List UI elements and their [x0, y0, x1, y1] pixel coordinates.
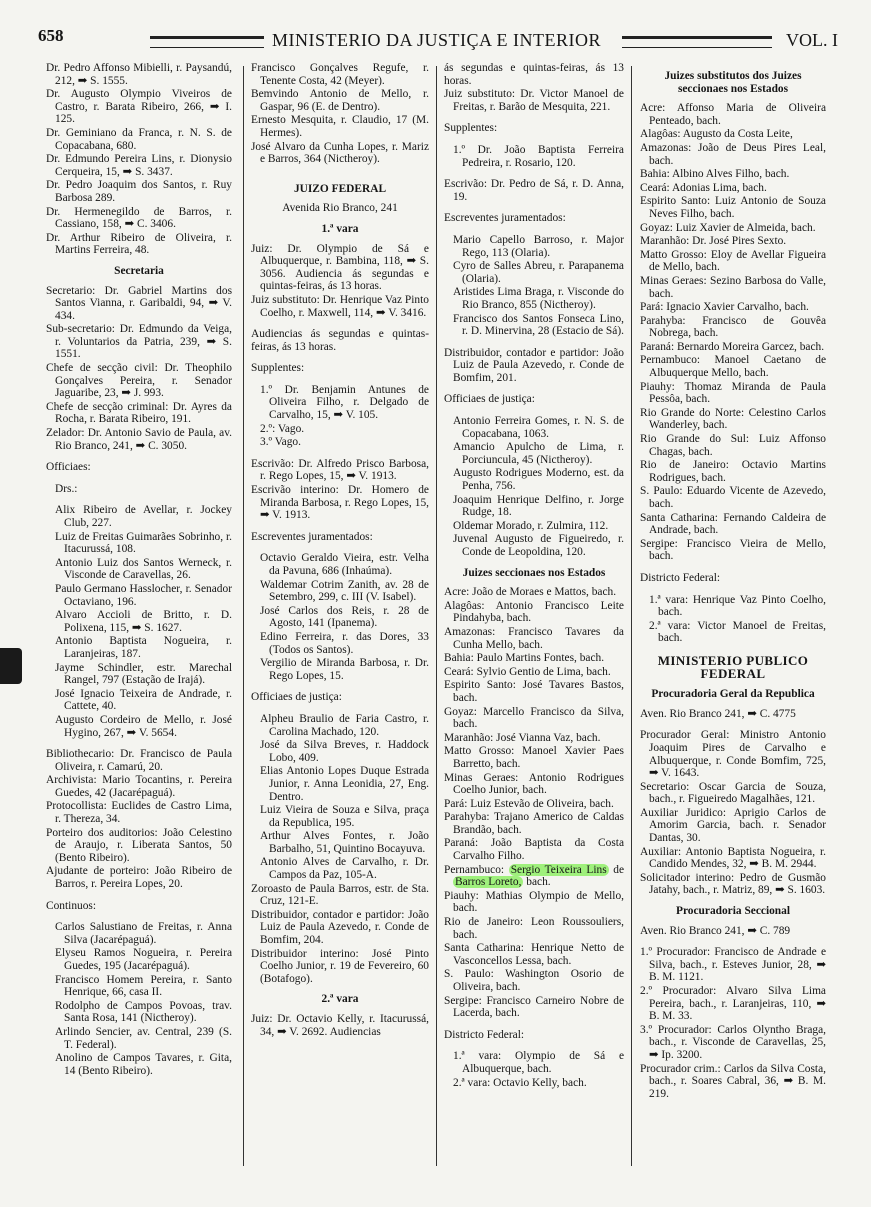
- entry: Rio Grande do Norte: Celestino Carlos Wanderley, bach.: [640, 406, 826, 432]
- list-entry: Cyro de Salles Abreu, r. Parapanema (Olaria).: [453, 260, 624, 285]
- list-entry: Arlindo Sencier, av. Central, 239 (S. T. Federal).: [55, 1025, 232, 1051]
- entry: Sub-secretario: Dr. Edmundo da Veiga, r. Voluntarios da Patria, 239, ➡ S. 1551.: [46, 323, 232, 361]
- list-entry: Elyseu Ramos Nogueira, r. Pereira Guedes, 195 (Jacarépaguá).: [55, 947, 232, 972]
- spacer: [640, 938, 826, 946]
- entry: Juiz: Dr. Olympio de Sá e Albuquerque, r. Bambina, 118, ➡ S. 3056. Audiencia ás segundas e quintas-feiras, ás 13 horas.: [251, 242, 429, 293]
- entry: 1.º Procurador: Francisco de Andrade e Silva, bach., r. Esteves Junior, 28, ➡ B. M. 1121.: [640, 946, 826, 984]
- spacer: [46, 475, 232, 483]
- spacer: [640, 564, 826, 572]
- section-heading: Juizes seccionaes nos Estados: [462, 566, 606, 579]
- page-title: MINISTERIO DA JUSTIÇA E INTERIOR: [272, 30, 601, 50]
- entry: Escrivão: Dr. Pedro de Sá, r. D. Anna, 19.: [444, 178, 624, 203]
- entry: Paraná: Bernardo Moreira Garcez, bach.: [640, 340, 825, 353]
- list-entry: Carlos Salustiano de Freitas, r. Anna Silva (Jacarépaguá).: [55, 921, 232, 946]
- entry: Protocollista: Euclides de Castro Lima, r. Thereza, 34.: [46, 800, 232, 826]
- entry: Ajudante de porteiro: João Ribeiro de Barros, r. Pereira Lopes, 20.: [46, 865, 232, 891]
- list-entry: Luiz Vieira de Souza e Silva, praça da Republica, 195.: [260, 804, 429, 829]
- list-entry: Alix Ribeiro de Avellar, r. Jockey Club, 227.: [55, 504, 232, 529]
- entry: Secretario: Dr. Gabriel Martins dos Santos Vianna, r. Garibaldi, 94, ➡ V. 434.: [46, 284, 232, 322]
- entry: Distribuidor interino: José Pinto Coelho Junior, r. 19 de Fevereiro, 60 (Botafogo).: [251, 947, 429, 985]
- page-header: [38, 20, 838, 50]
- entry: Espirito Santo: José Tavares Bastos, bach.: [444, 679, 624, 704]
- entry: Aven. Rio Branco 241, ➡ C. 789: [640, 924, 791, 937]
- list-entry: 1.ª vara: Henrique Vaz Pinto Coelho, bach.: [649, 593, 826, 619]
- spacer: [444, 204, 624, 212]
- entry: Bahia: Paulo Martins Fontes, bach.: [444, 652, 605, 665]
- section-heading: 1.ª vara: [321, 222, 359, 235]
- entry: Piauhy: Thomaz Miranda de Paula Pessôa, bach.: [640, 380, 826, 406]
- section-heading: Procuradoria Seccional: [676, 905, 790, 918]
- spacer: [46, 740, 232, 748]
- spacer: [444, 1021, 624, 1029]
- subheading: Districto Federal:: [640, 571, 721, 584]
- list-entry: Antonio Baptista Nogueira, r. Laranjeiras, 187.: [55, 635, 232, 660]
- spacer: [444, 226, 624, 234]
- entry: Chefe de secção civil: Dr. Theophilo Gonçalves Pereira, r. Senador Jaguaribe, 23, ➡ J. 993.: [46, 362, 232, 400]
- spacer: [251, 544, 429, 552]
- entry: Porteiro dos auditorios: João Celestino de Araujo, r. Liberata Santos, 50 (Bento Ribeiro).: [46, 826, 232, 864]
- entry: Juiz substituto: Dr. Victor Manoel de Freitas, r. Barão de Mesquita, 221.: [444, 88, 624, 113]
- entry: Acre: Affonso Maria de Oliveira Penteado, bach.: [640, 102, 826, 127]
- subheading: Districto Federal:: [444, 1028, 525, 1041]
- spacer: [640, 586, 826, 594]
- spacer: [444, 170, 624, 178]
- spacer: [251, 354, 429, 362]
- list-entry: Antonio Luiz dos Santos Werneck, r. Visconde de Caravellas, 26.: [55, 556, 232, 582]
- entry: Maranhão: Dr. José Pires Sexto.: [640, 235, 787, 248]
- entry: Dr. Augusto Olympio Viveiros de Castro, r. Barata Ribeiro, 266, ➡ I. 125.: [46, 88, 232, 126]
- entry: Aven. Rio Branco 241, ➡ C. 4775: [640, 707, 796, 720]
- list-entry: Francisco dos Santos Fonseca Lino, r. D. Minervina, 28 (Estacio de Sá).: [453, 312, 624, 338]
- list-entry: Alpheu Braulio de Faria Castro, r. Carolina Machado, 120.: [260, 712, 429, 738]
- spacer: [444, 385, 624, 393]
- entry: Distribuidor, contador e partidor: João Luiz de Paula Azevedo, r. Conde de Bomfim, 204.: [251, 908, 429, 947]
- list-entry: Amancio Apulcho de Lima, r. Porciuncula, 45 (Nictheroy).: [453, 441, 624, 466]
- spacer: [251, 167, 429, 175]
- entry: Acre: João de Moraes e Mattos, bach.: [444, 586, 617, 599]
- spacer: [251, 683, 429, 691]
- entry: Chefe de secção criminal: Dr. Ayres da Rocha, r. Barata Ribeiro, 191.: [46, 400, 232, 426]
- spacer: [444, 339, 624, 347]
- column-1: [46, 62, 232, 1078]
- column-3: [444, 62, 624, 1090]
- list-entry: Antonio Alves de Carvalho, r. Dr. Campos da Paz, 105-A.: [260, 856, 429, 882]
- list-entry: Augusto Rodrigues Moderno, est. da Penha, 756.: [453, 467, 624, 493]
- entry: Dr. Arthur Ribeiro de Oliveira, r. Martins Ferreira, 48.: [46, 231, 232, 257]
- list-entry: José Ignacio Teixeira de Andrade, r. Cattete, 40.: [55, 687, 232, 713]
- subheading: Supplentes:: [251, 362, 305, 375]
- binder-clip: [0, 648, 22, 684]
- entry: Auxiliar: Antonio Baptista Nogueira, r. Candido Mendes, 32, ➡ B. M. 2944.: [640, 845, 826, 871]
- list-entry: Anolino de Campos Tavares, r. Gita, 14 (Bento Ribeiro).: [55, 1052, 232, 1077]
- highlighted-name: Barros Loreto,: [455, 876, 522, 889]
- spacer: [444, 1042, 624, 1050]
- list-entry: 1.ª vara: Olympio de Sá e Albuquerque, bach.: [453, 1050, 624, 1075]
- list-entry: Alvaro Accioli de Britto, r. D. Polixena, 115, ➡ S. 1627.: [55, 609, 232, 634]
- entry-label: Pernambuco:: [444, 863, 509, 876]
- entry: Pará: Ignacio Xavier Carvalho, bach.: [640, 301, 809, 314]
- subheading: Escreventes juramentados:: [444, 212, 566, 225]
- subheading: Supplentes:: [444, 122, 498, 135]
- entry: S. Paulo: Eduardo Vicente de Azevedo, bach.: [640, 485, 826, 510]
- entry: Solicitador interino: Pedro de Gusmão Jatahy, bach., r. Matriz, 89, ➡ S. 1603.: [640, 871, 826, 897]
- spacer: [640, 721, 826, 729]
- entry: Dr. Edmundo Pereira Lins, r. Dionysio Cerqueira, 15, ➡ S. 3437.: [46, 153, 232, 178]
- list-entry: Mario Capello Barroso, r. Major Rego, 113 (Olaria).: [453, 233, 624, 259]
- list-entry: Elias Antonio Lopes Duque Estrada Junior, r. Anna Leonidia, 27, Eng. Dentro.: [260, 765, 429, 803]
- entry: Dr. Geminiano da Franca, r. N. S. de Copacabana, 680.: [46, 126, 232, 152]
- entry: Matto Grosso: Eloy de Avellar Figueira de Mello, bach.: [640, 248, 826, 274]
- entry: Escrivão: Dr. Alfredo Prisco Barbosa, r. Rego Lopes, 15, ➡ V. 1913.: [251, 457, 429, 483]
- entry: Paraná: João Baptista da Costa Carvalho Filho.: [444, 837, 624, 863]
- list-entry: Aristides Lima Braga, r. Visconde do Rio Branco, 855 (Nictheroy).: [453, 286, 624, 311]
- list-entry: Oldemar Morado, r. Zulmira, 112.: [453, 519, 609, 532]
- subheading: Officiaes de justiça:: [251, 691, 342, 704]
- entry: 3.º Procurador: Carlos Olyntho Braga, bach., r. Visconde de Caravellas, 25, ➡ Ip. 3200.: [640, 1023, 826, 1061]
- highlighted-name: Sergio Teixeira Lins: [510, 863, 607, 876]
- list-entry: Paulo Germano Hasslocher, r. Senador Octaviano, 196.: [55, 582, 232, 608]
- section-heading: Secretaria: [114, 264, 164, 277]
- list-entry: Francisco Homem Pereira, r. Santo Henrique, 66, casa II.: [55, 973, 232, 999]
- column-2: [251, 62, 429, 1039]
- list-entry: 3.º Vago.: [260, 436, 301, 449]
- list-entry: 1.º Dr. João Baptista Ferreira Pedreira, r. Rosario, 120.: [453, 143, 624, 169]
- spacer: [251, 450, 429, 458]
- entry: Bibliothecario: Dr. Francisco de Paula Oliveira, r. Camarú, 20.: [46, 748, 232, 773]
- page-number: 658: [38, 26, 64, 45]
- list-entry: Edino Ferreira, r. das Dores, 33 (Todos os Santos).: [260, 630, 429, 656]
- subheading: ás segundas e quintas-feiras, ás 13 horas.: [444, 62, 624, 87]
- entry: Minas Geraes: Sezino Barbosa do Valle, bach.: [640, 274, 826, 300]
- list-entry: Juvenal Augusto de Figueiredo, r. Conde de Leopoldina, 120.: [453, 533, 624, 558]
- entry: Juiz substituto: Dr. Henrique Vaz Pinto Coelho, r. Maxwell, 114, ➡ V. 3416.: [251, 293, 429, 319]
- spacer: [251, 705, 429, 713]
- section-heading: 2.ª vara: [321, 993, 359, 1006]
- list-entry: Luiz de Freitas Guimarães Sobrinho, r. Itacurussá, 108.: [55, 530, 232, 556]
- entry: Distribuidor, contador e partidor: João Luiz de Paula Azevedo, r. Conde de Bomfim, 201.: [444, 346, 624, 384]
- subheading: Officiaes de justiça:: [444, 393, 535, 406]
- entry-text: de: [608, 863, 624, 876]
- spacer: [251, 523, 429, 531]
- entry: Goyaz: Luiz Xavier de Almeida, bach.: [640, 221, 816, 234]
- list-entry: Antonio Ferreira Gomes, r. N. S. de Copacabana, 1063.: [453, 415, 624, 440]
- entry: Alagôas: Augusto da Costa Leite,: [640, 128, 793, 141]
- entry: Bahia: Albino Alves Filho, bach.: [640, 168, 790, 181]
- entry: Archivista: Mario Tocantins, r. Pereira Guedes, 42 (Jacarépaguá).: [46, 774, 232, 799]
- entry: Santa Catharina: Henrique Netto de Vasconcellos Lessa, bach.: [444, 942, 624, 967]
- list-entry: José Carlos dos Reis, r. 28 de Agosto, 141 (Ipanema).: [260, 604, 429, 630]
- entry: Amazonas: Francisco Tavares da Cunha Mello, bach.: [444, 625, 624, 651]
- volume-label: VOL. I: [786, 30, 838, 50]
- entry: Procurador crim.: Carlos da Silva Costa, bach., r. Soares Cabral, 36, ➡ B. M. 219.: [640, 1062, 826, 1100]
- list-entry: Octavio Geraldo Vieira, estr. Velha da Pavuna, 686 (Inhaúma).: [260, 552, 429, 577]
- entry: Rio Grande do Sul: Luiz Affonso Chagas, bach.: [640, 433, 826, 458]
- section-heading: Procuradoria Geral da Republica: [651, 688, 815, 701]
- list-entry: Arthur Alves Fontes, r. João Barbalho, 51, Quintino Bocayuva.: [260, 830, 429, 855]
- entry: Parahyba: Francisco de Gouvêa Nobrega, bach.: [640, 314, 826, 340]
- section-address: Avenida Rio Branco, 241: [282, 202, 398, 215]
- entry: Rio de Janeiro: Leon Roussouliers, bach.: [444, 916, 624, 941]
- entry: Secretario: Oscar Garcia de Souza, bach., r. Figueiredo Magalhães, 121.: [640, 780, 826, 806]
- entry: Rio de Janeiro: Octavio Martins Rodrigues, bach.: [640, 459, 826, 484]
- entry: Auxiliar Juridico: Aprigio Carlos de Amorim Garcia, bach. r. Senador Dantas, 30.: [640, 806, 826, 845]
- entry: Amazonas: João de Deus Pires Leal, bach.: [640, 141, 826, 167]
- entry-text: bach.: [523, 876, 551, 889]
- highlighted-entry: [444, 864, 624, 889]
- entry: Goyaz: Marcello Francisco da Silva, bach.: [444, 705, 624, 731]
- column-divider: [243, 66, 244, 1166]
- list-entry: 2.ª vara: Octavio Kelly, bach.: [453, 1076, 587, 1089]
- list-entry: Drs.:: [55, 482, 78, 495]
- spacer: [251, 376, 429, 384]
- subheading: Audiencias ás segundas e quintas-feiras, ás 13 horas.: [251, 328, 429, 353]
- subheading: Continuos:: [46, 899, 97, 912]
- column-4: [640, 62, 826, 1101]
- list-entry: 2.º: Vago.: [260, 422, 305, 435]
- entry: Procurador Geral: Ministro Antonio Joaquim Pires de Carvalho e Albuquerque, r. Conde Bomfim, 725, ➡ V. 1643.: [640, 729, 826, 780]
- list-entry: Rodolpho de Campos Povoas, trav. Santa Rosa, 141 (Nictheroy).: [55, 999, 232, 1025]
- entry: Ernesto Mesquita, r. Claudio, 17 (M. Hermes).: [251, 114, 429, 139]
- entry: José Alvaro da Cunha Lopes, r. Mariz e Barros, 364 (Nictheroy).: [251, 140, 429, 166]
- entry: Alagôas: Antonio Francisco Leite Pindahyba, bach.: [444, 599, 624, 625]
- header-rule-right: [622, 36, 772, 48]
- list-entry: Jayme Schindler, estr. Marechal Rangel, 797 (Estação de Irajá).: [55, 661, 232, 687]
- section-heading: JUIZO FEDERAL: [293, 182, 387, 195]
- list-entry: Vergilio de Miranda Barbosa, r. Dr. Rego Lopes, 15.: [260, 657, 429, 682]
- entry: Escrivão interino: Dr. Homero de Miranda Barbosa, r. Rego Lopes, 15, ➡ V. 1913.: [251, 484, 429, 522]
- list-entry: Waldemar Cotrim Zanith, av. 28 de Setembro, 299, c. III (V. Isabel).: [260, 578, 429, 604]
- entry: Pernambuco: Manoel Caetano de Albuquerque Mello, bach.: [640, 354, 826, 380]
- entry: Sergipe: Francisco Vieira de Mello, bach.: [640, 537, 826, 563]
- entry: Pará: Luiz Estevão de Oliveira, bach.: [444, 797, 614, 810]
- list-entry: 2.ª vara: Victor Manoel de Freitas, bach.: [649, 619, 826, 645]
- entry: 2.º Procurador: Alvaro Silva Lima Pereira, bach., r. Laranjeiras, 110, ➡ B. M. 33.: [640, 985, 826, 1023]
- entry: Sergipe: Francisco Carneiro Nobre de Lacerda, bach.: [444, 994, 624, 1020]
- column-divider: [436, 66, 437, 1166]
- list-entry: Joaquim Henrique Delfino, r. Jorge Rudge, 18.: [453, 493, 624, 519]
- entry: Dr. Pedro Joaquim dos Santos, r. Ruy Barbosa 289.: [46, 179, 232, 204]
- entry: Maranhão: José Vianna Vaz, bach.: [444, 731, 601, 744]
- entry: Juiz: Dr. Octavio Kelly, r. Itacurussá, 34, ➡ V. 2692. Audiencias: [251, 1013, 429, 1038]
- entry: Santa Catharina: Fernando Caldeira de Andrade, bach.: [640, 511, 826, 537]
- entry: Francisco Gonçalves Regufe, r. Tenente Costa, 42 (Meyer).: [251, 62, 429, 87]
- entry: Matto Grosso: Manoel Xavier Paes Barretto, bach.: [444, 745, 624, 770]
- column-divider: [631, 66, 632, 1166]
- list-entry: Augusto Cordeiro de Mello, r. José Hygino, 267, ➡ V. 5654.: [55, 713, 232, 739]
- list-entry: José da Silva Breves, r. Haddock Lobo, 409.: [260, 739, 429, 764]
- subheading: Escreventes juramentados:: [251, 530, 373, 543]
- spacer: [444, 114, 624, 122]
- spacer: [46, 892, 232, 900]
- subheading: Officiaes:: [46, 461, 91, 474]
- spacer: [46, 453, 232, 461]
- entry: Dr. Hermenegildo de Barros, r. Cassiano, 158, ➡ C. 3406.: [46, 205, 232, 231]
- entry: S. Paulo: Washington Osorio de Oliveira, bach.: [444, 968, 624, 993]
- entry: Parahyba: Trajano Americo de Caldas Brandão, bach.: [444, 811, 624, 836]
- spacer: [251, 320, 429, 328]
- list-entry: 1.º Dr. Benjamin Antunes de Oliveira Filho, r. Delgado de Carvalho, 15, ➡ V. 105.: [260, 383, 429, 422]
- entry: Piauhy: Mathias Olympio de Mello, bach.: [444, 889, 624, 915]
- entry: Espirito Santo: Luiz Antonio de Souza Neves Filho, bach.: [640, 195, 826, 220]
- spacer: [46, 913, 232, 921]
- spacer: [444, 407, 624, 415]
- entry: Ceará: Sylvio Gentio de Lima, bach.: [444, 665, 611, 678]
- spacer: [46, 496, 232, 504]
- header-rule-left: [150, 36, 264, 48]
- entry: Dr. Pedro Affonso Mibielli, r. Paysandú, 212, ➡ S. 1555.: [46, 62, 232, 87]
- entry: Zelador: Dr. Antonio Savio de Paula, av. Rio Branco, 241, ➡ C. 3050.: [46, 427, 232, 452]
- section-heading: Juizes substitutos dos Juizes seccionaes nos Estados: [664, 70, 802, 95]
- entry: Minas Geraes: Antonio Rodrigues Coelho Junior, bach.: [444, 771, 624, 797]
- spacer: [444, 136, 624, 144]
- entry: Zoroasto de Paula Barros, estr. de Sta. Cruz, 121-E.: [251, 882, 429, 908]
- ministry-heading: MINISTERIO PUBLICO FEDERAL: [657, 652, 809, 681]
- entry: Bemvindo Antonio de Mello, r. Gaspar, 96 (E. de Dentro).: [251, 88, 429, 113]
- entry: Ceará: Adonias Lima, bach.: [640, 181, 767, 194]
